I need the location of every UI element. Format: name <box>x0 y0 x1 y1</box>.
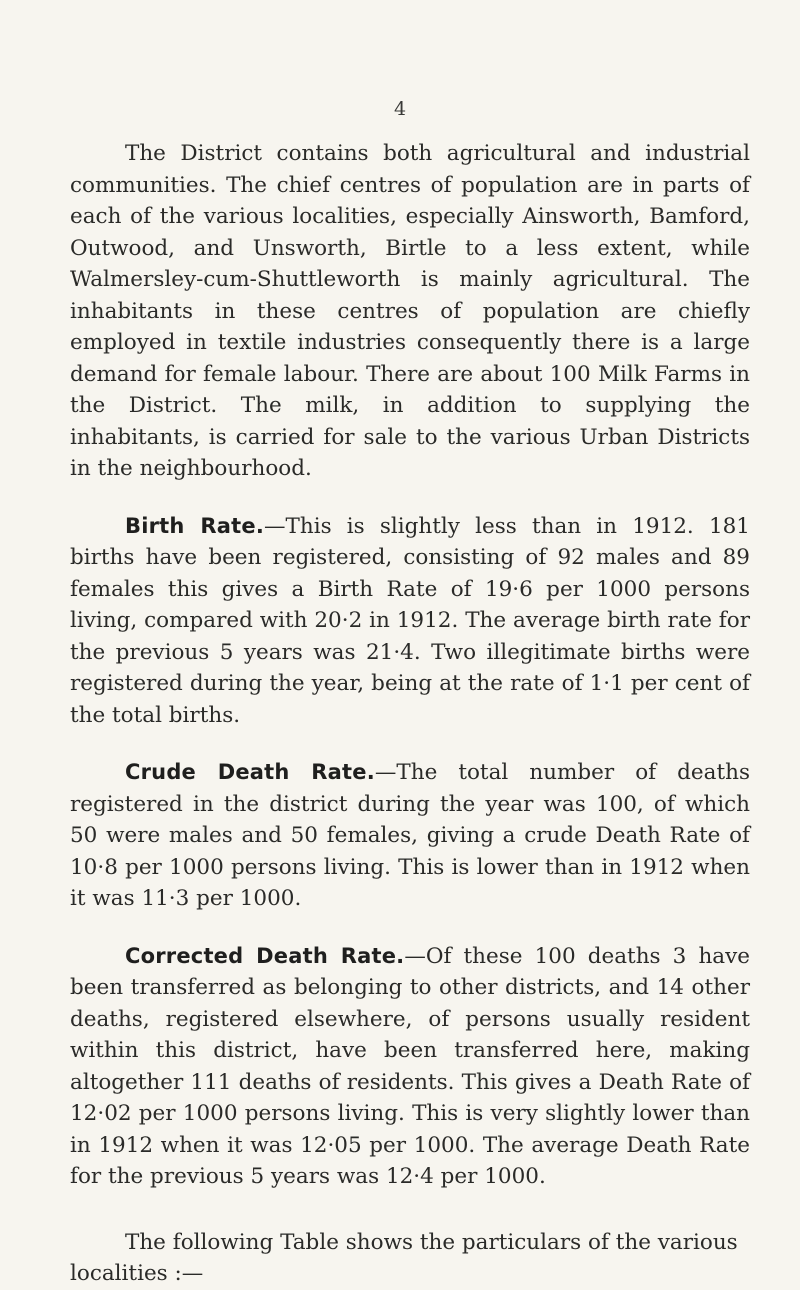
intro-paragraph: The District contains both agricultural and industrial communities. The chief centres of population are in parts of each of the various localities, especially Ainsworth, Bamford, Outwood, and Unsworth, Birtle to a less extent, while Walmersley-cum-Shuttleworth is mainly agricultural. The inhabitants in these centres of population are chiefly employed in textile industries consequently there is a large demand for female labour. There are about 100 Milk Farms in the District. The milk, in addition to supplying the inhabitants, is carried for sale to the various Urban Districts in the neighbourhood. <box>70 141 750 481</box>
corrected-death-rate-heading: Corrected Death Rate. <box>125 943 405 968</box>
birth-rate-text: —This is slightly less than in 1912. 181 births have been registered, consisting of 92 males and 89 females this gives a Birth Rate of 19·6 per 1000 persons living, compared with 20·2 in 1912. The average birth rate for the previous 5 years was 21·4. Two illegitimate births were registered during the year, being at the rate of 1·1 per cent of the total births. <box>70 513 750 728</box>
crude-death-rate-heading: Crude Death Rate. <box>125 760 375 784</box>
closing-paragraph: The following Table shows the particulars of the various localities :— <box>70 1229 738 1286</box>
document-body <box>70 138 750 1290</box>
corrected-death-rate-paragraph <box>70 941 750 1193</box>
page-number: 4 <box>393 98 407 120</box>
corrected-death-rate-text: —Of these 100 deaths 3 have been transferred as belonging to other districts, and 14 other deaths, registered elsewhere, of persons usually resident within this district, have been transferred here, making altogether 111 deaths of residents. This gives a Death Rate of 12·02 per 1000 persons living. This is very slightly lower than in 1912 when it was 12·05 per 1000. The average Death Rate for the previous 5 years was 12·4 per 1000. <box>70 943 750 1189</box>
birth-rate-heading: Birth Rate. <box>125 513 265 538</box>
crude-death-rate-text: —The total number of deaths registered in the district during the year was 100, of which 50 were males and 50 females, giving a crude Death Rate of 10·8 per 1000 persons living. This is lower than in 1912 when it was 11·3 per 1000. <box>70 760 750 911</box>
crude-death-rate-paragraph <box>70 757 750 915</box>
birth-rate-paragraph <box>70 511 750 732</box>
